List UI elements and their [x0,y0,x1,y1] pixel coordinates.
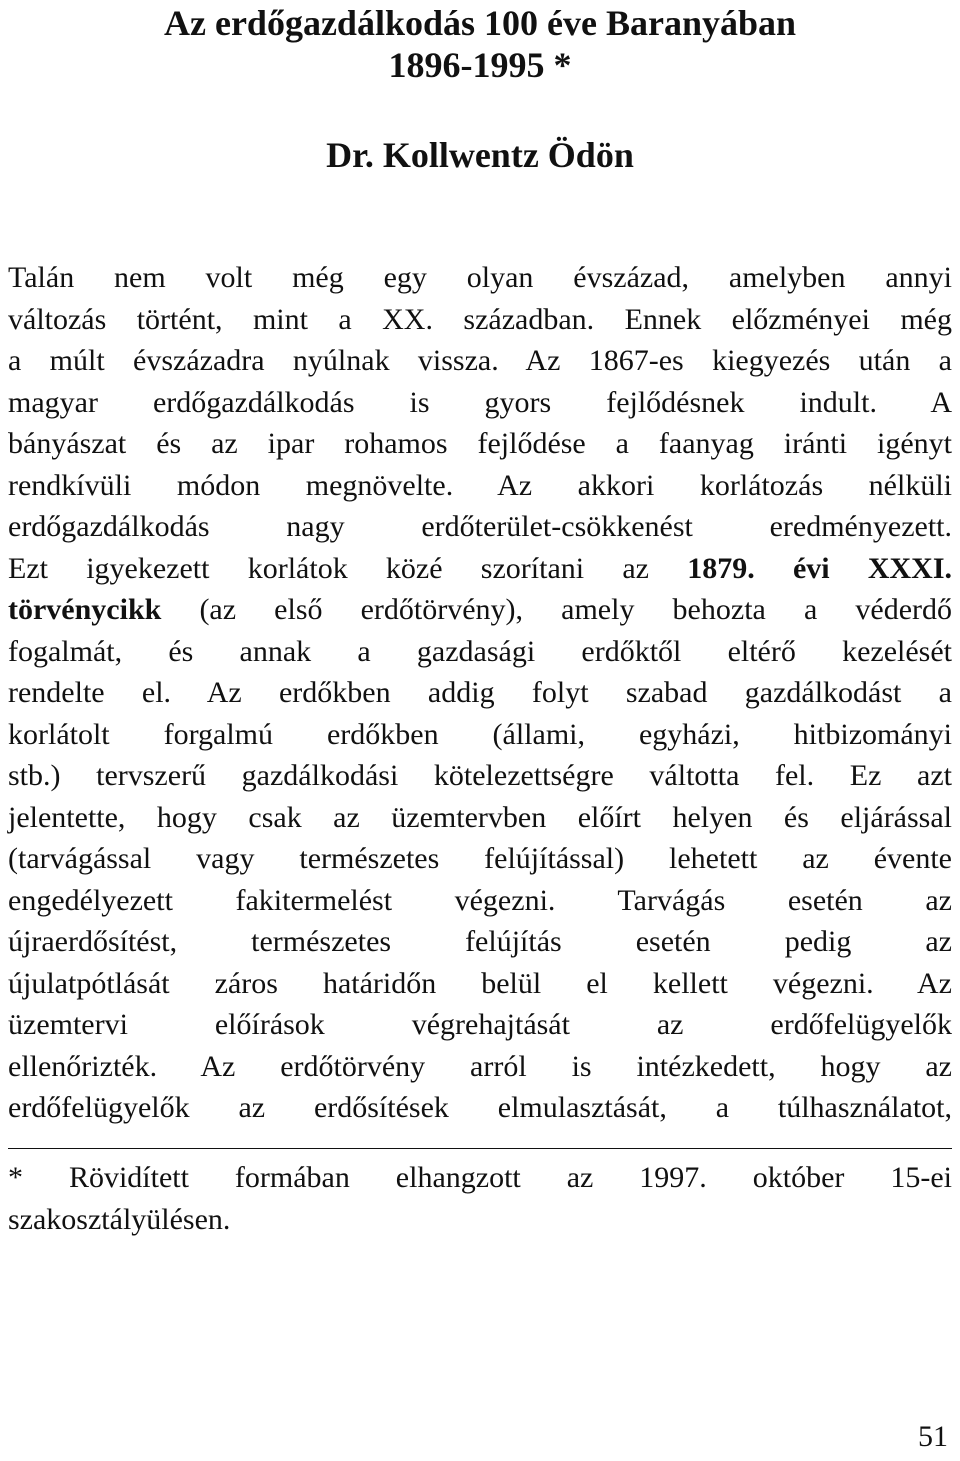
body-line: rendelte el. Az erdőkben addig folyt szabad gazdálkodást a [8,676,952,709]
body-line-text: (az első erdőtörvény), amely behozta a véderdő [199,593,952,626]
body-line: engedélyezett fakitermelést végezni. Tarvágás esetén az [8,883,952,917]
body-line: erdőfelügyelők az erdősítések elmulasztását, a túlhasználatot, [8,1091,952,1124]
body-line: bányászat és az ipar rohamos fejlődése a faanyag iránti igényt [8,427,952,460]
body-line: változás történt, mint a XX. században. Ennek előzményei még [8,302,952,336]
body-line: a múlt évszázadra nyúlnak vissza. Az 1867-es kiegyezés után a [8,344,952,377]
body-line: rendkívüli módon megnövelte. Az akkori korlátozás nélküli [8,468,952,502]
body-line: ellenőrizték. Az erdőtörvény arról is intézkedett, hogy az [8,1049,952,1083]
law-term: törvénycikk [8,593,162,626]
footnote [8,1157,952,1241]
footnote-line: szakosztályülésen. [8,1203,231,1236]
body-line: (tarvágással vagy természetes felújítással) lehetett az évente [8,842,952,875]
body-line: újulatpótlását záros határidőn belül el kellett végezni. Az [8,966,952,1000]
body-text [8,257,952,1129]
body-line: korlátolt forgalmú erdőkben (állami, egyházi, hitbizományi [8,717,952,751]
body-line-with-law [8,589,952,631]
page-number: 51 [918,1420,948,1453]
paper-title: Az erdőgazdálkodás 100 éve Baranyában [163,3,797,43]
body-line: Talán nem volt még egy olyan évszázad, amelyben annyi [8,261,952,294]
body-line-with-law [8,548,952,590]
body-line: újraerdősítést, természetes felújítás esetén pedig az [8,925,952,958]
author-name: Dr. Kollwentz Ödön [326,135,634,175]
footnote-line: * Rövidített formában elhangzott az 1997. október 15-ei [8,1161,952,1194]
body-line: erdőgazdálkodás nagy erdőterület-csökkenést eredményezett. [8,510,952,543]
law-reference: 1879. évi XXXI. [687,551,953,585]
body-line: fogalmát, és annak a gazdasági erdőktől eltérő kezelését [8,634,952,668]
body-line: üzemtervi előírások végrehajtását az erdőfelügyelők [8,1008,952,1041]
body-line: jelentette, hogy csak az üzemtervben előírt helyen és eljárással [8,800,952,834]
paper-title-years: 1896-1995 * [388,45,572,85]
body-line: magyar erdőgazdálkodás is gyors fejlődésnek indult. A [8,385,952,419]
body-line-text: Ezt igyekezett korlátok közé szorítani az [8,551,649,585]
body-line: stb.) tervszerű gazdálkodási kötelezettségre váltotta fel. Ez azt [8,759,952,792]
footnote-divider [8,1148,952,1149]
